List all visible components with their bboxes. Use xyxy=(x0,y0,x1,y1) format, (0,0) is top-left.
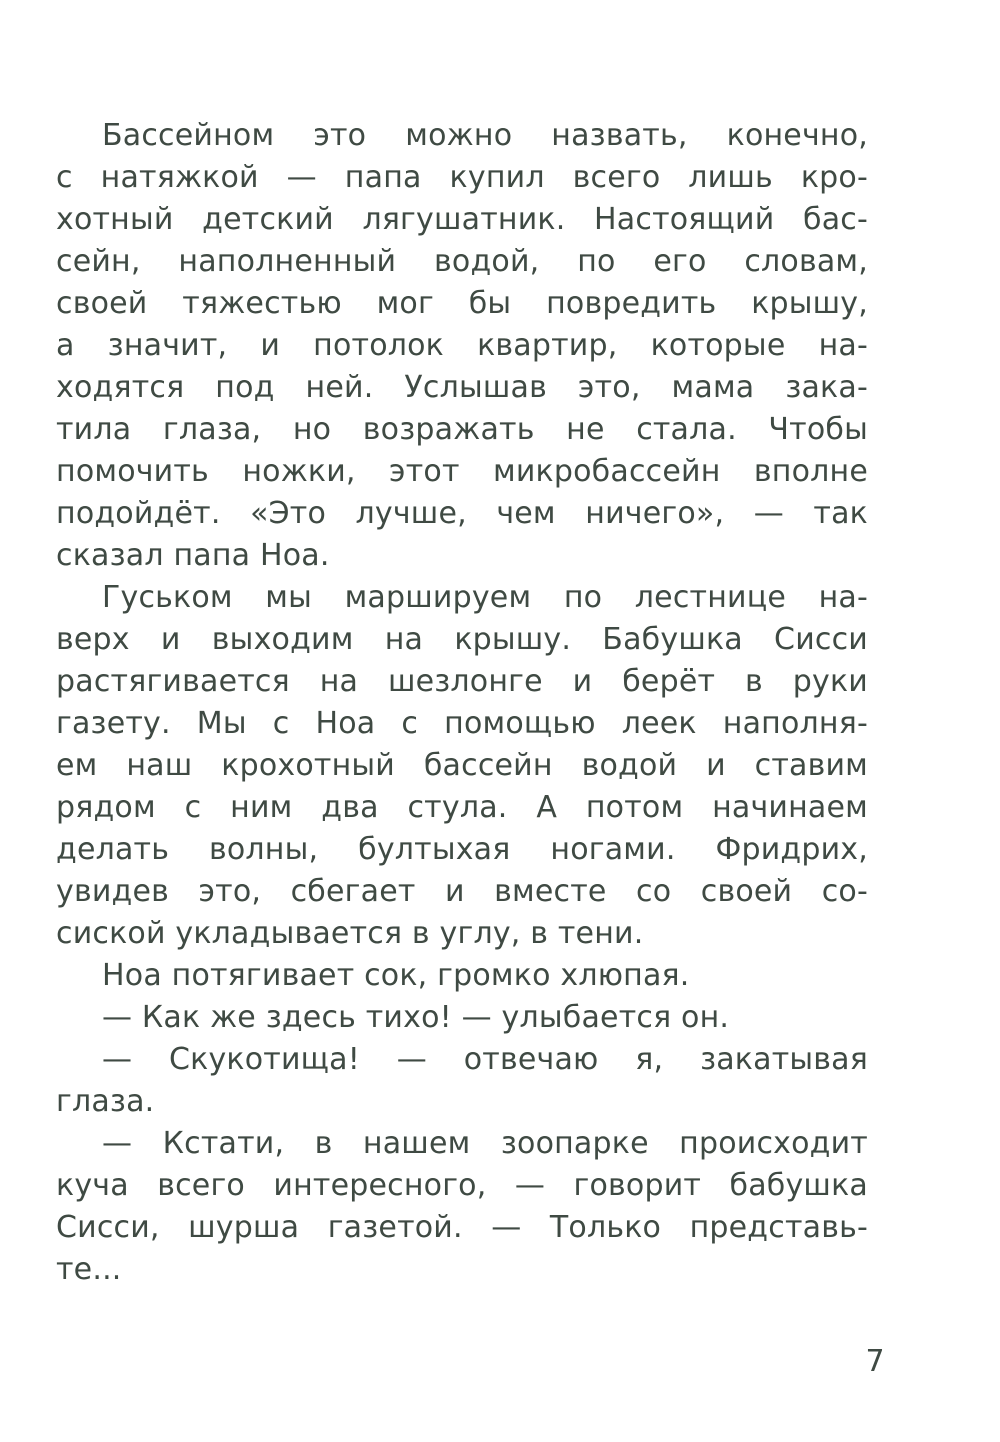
text-line: газету. Мы с Ноа с помощью леек наполня- xyxy=(56,706,868,741)
text-line: растягивается на шезлонге и берёт в руки xyxy=(56,664,868,699)
text-line: а значит, и потолок квартир, которые на- xyxy=(56,328,868,363)
text-line: подойдёт. «Это лучше, чем ничего», — так xyxy=(56,496,868,531)
text-line: с натяжкой — папа купил всего лишь кро- xyxy=(56,160,868,195)
text-line: Гуськом мы маршируем по лестнице на- xyxy=(102,580,868,615)
page-number: 7 xyxy=(865,1344,885,1379)
text-line: помочить ножки, этот микробассейн вполне xyxy=(56,454,868,489)
text-line: — Как же здесь тихо! — улыбается он. xyxy=(102,1000,730,1035)
text-line: — Скукотища! — отвечаю я, закатывая xyxy=(102,1042,868,1077)
text-line: Сисси, шурша газетой. — Только представь- xyxy=(56,1210,868,1245)
text-line: своей тяжестью мог бы повредить крышу, xyxy=(56,286,868,321)
text-line: куча всего интересного, — говорит бабушка xyxy=(56,1168,868,1203)
text-line: те... xyxy=(56,1252,122,1287)
text-line: сказал папа Ноа. xyxy=(56,538,330,573)
text-line: рядом с ним два стула. А потом начинаем xyxy=(56,790,868,825)
text-line: — Кстати, в нашем зоопарке происходит xyxy=(102,1126,868,1161)
text-line: сейн, наполненный водой, по его словам, xyxy=(56,244,868,279)
text-line: сиской укладывается в углу, в тени. xyxy=(56,916,644,951)
text-line: ем наш крохотный бассейн водой и ставим xyxy=(56,748,868,783)
text-line: увидев это, сбегает и вместе со своей со- xyxy=(56,874,868,909)
text-line: делать волны, бултыхая ногами. Фридрих, xyxy=(56,832,868,867)
text-line: глаза. xyxy=(56,1084,155,1119)
body-text xyxy=(56,115,868,1291)
text-line: верх и выходим на крышу. Бабушка Сисси xyxy=(56,622,868,657)
text-line: хотный детский лягушатник. Настоящий бас- xyxy=(56,202,868,237)
text-line: Бассейном это можно назвать, конечно, xyxy=(102,118,868,153)
text-line: тила глаза, но возражать не стала. Чтобы xyxy=(56,412,868,447)
text-line: Ноа потягивает сок, громко хлюпая. xyxy=(102,958,690,993)
text-line: ходятся под ней. Услышав это, мама зака- xyxy=(56,370,868,405)
